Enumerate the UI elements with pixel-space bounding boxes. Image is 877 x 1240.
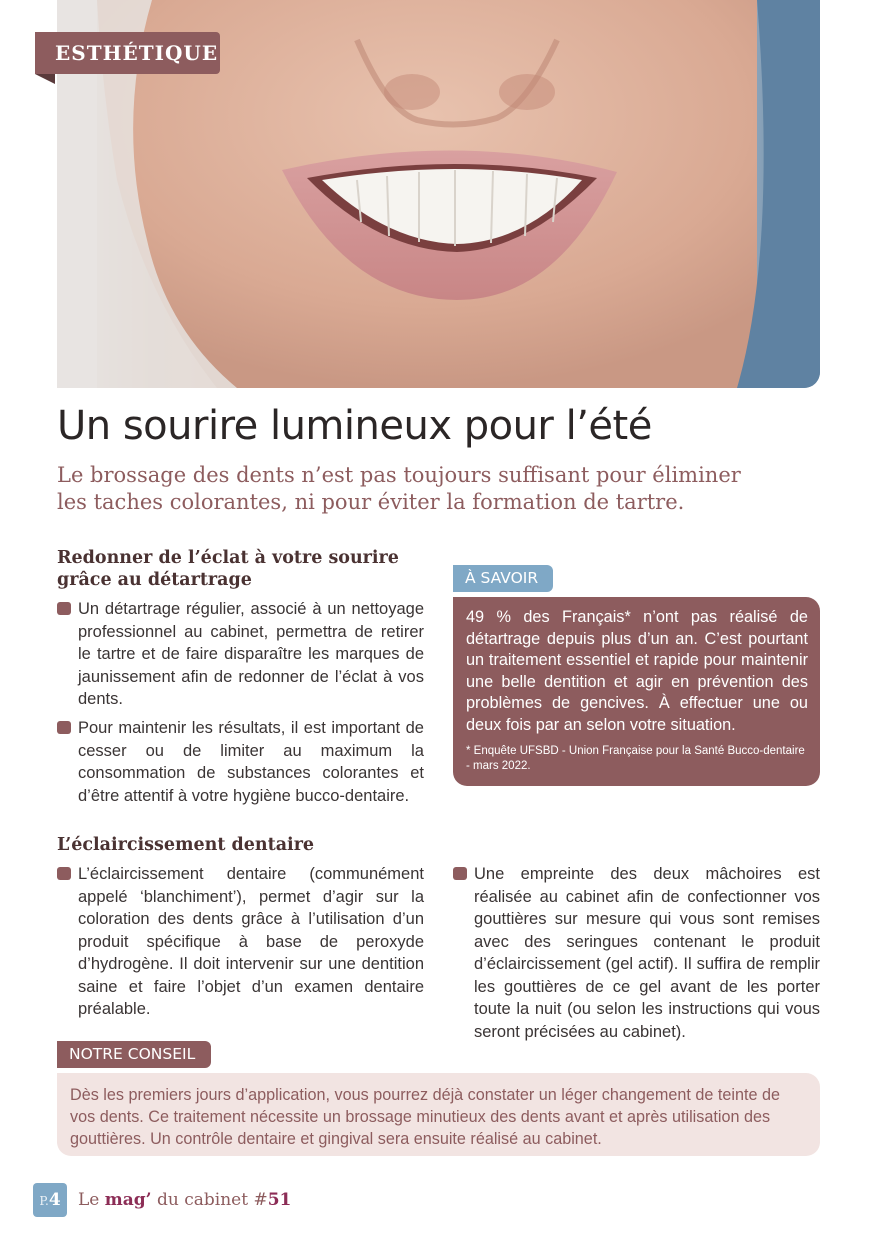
category-tag: ESTHÉTIQUE [35,32,220,74]
list-item [57,863,424,1021]
savoir-label: À SAVOIR [453,565,553,592]
bullet-text: L’éclaircissement dentaire (communément appelé ‘blanchiment’), permet d’agir sur la coloration des dents grâce à l’utilisation d’un produit spécifique à base de peroxyde d’hydrogène. Il doit intervenir sur une dentition saine et faire l’objet d’un examen dentaire préalable. [78,865,424,1018]
page-footer [33,1183,291,1217]
page-prefix: P. [39,1194,49,1208]
mag-brand: mag’ [104,1190,152,1210]
conseil-box [57,1073,820,1156]
bullet-text: Un détartrage régulier, associé à un nettoyage professionnel au cabinet, permettra de retirer le tartre et de faire disparaître les marques de jaunissement afin de redonner de l’éclat à vos dents. [78,600,424,708]
bullet-square-icon [453,867,467,880]
lead-paragraph: Le brossage des dents n’est pas toujours suffisant pour éliminer les taches colorantes, ni pour éviter la formation de tartre. [57,463,741,514]
bullet-square-icon [57,867,71,880]
section-title-detartrage [57,547,399,591]
savoir-footnote: * Enquête UFSBD - Union Française pour la Santé Bucco-dentaire - mars 2022. [466,745,805,772]
bullet-square-icon [57,721,71,734]
conseil-label: NOTRE CONSEIL [57,1041,211,1068]
list-item [57,717,424,807]
savoir-text: 49 % des Français* n’ont pas réalisé de détartrage depuis plus d’un an. C’est pourtant un traitement essentiel et rapide pour maintenir une belle dentition et agir en prévention des problèmes de gencives. À effectuer une ou deux fois par an selon votre situation. [466,608,808,734]
savoir-box [453,597,820,786]
conseil-text: Dès les premiers jours d’application, vous pourrez déjà constater un léger changement de teinte de vos dents. Ce traitement nécessite un brossage minutieux des dents avant et après utilisation des gouttières. Un contrôle dentaire et gingival sera ensuite réalisé au cabinet. [70,1086,780,1148]
mag-rest: du cabinet # [156,1190,268,1210]
magazine-name [78,1190,291,1210]
page-title: Un sourire lumineux pour l’été [57,403,652,449]
section-title-line1: Redonner de l’éclat à votre sourire [57,548,399,568]
bullet-text: Pour maintenir les résultats, il est important de cesser ou de limiter au maximum la consommation de substances colorantes et d’être attentif à votre hygiène bucco-dentaire. [78,719,424,805]
section-title-line2: grâce au détartrage [57,570,252,590]
issue-number: 51 [267,1190,292,1210]
mag-le: Le [78,1190,100,1210]
list-item [57,598,424,711]
category-tag-fold [35,74,55,84]
page-number-badge [33,1183,67,1217]
page-number: 4 [48,1190,61,1210]
bullet-text: Une empreinte des deux mâchoires est réalisée au cabinet afin de confectionner vos gouttières sur mesure qui vous sont remises avec des seringues contenant le produit d’éclaircissement (gel actif). Il suffira de remplir les gouttières de ce gel avant de les porter toute la nuit (ou selon les instructions qui vous seront précisées au cabinet). [474,865,820,1041]
bullet-square-icon [57,602,71,615]
list-item [453,863,820,1043]
section-title-eclaircissement: L’éclaircissement dentaire [57,835,315,855]
